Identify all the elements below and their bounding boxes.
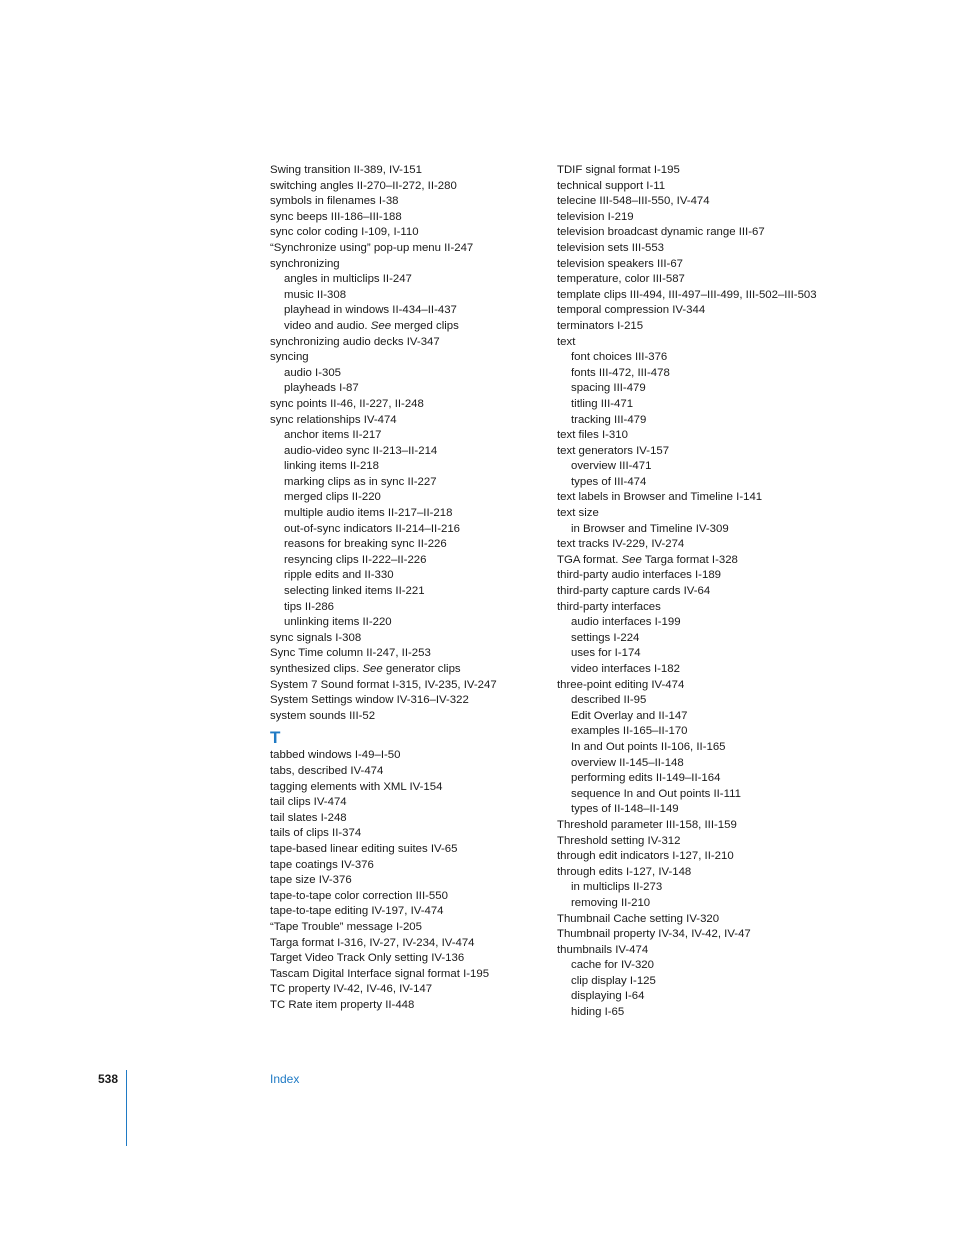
index-subentry: reasons for breaking sync II-226 [284,538,447,551]
index-entry: text files I-310 [557,429,628,442]
index-entry: sync color coding I-109, I-110 [270,226,419,239]
index-entry: tail clips IV-474 [270,796,347,809]
index-entry: Thumbnail property IV-34, IV-42, IV-47 [557,928,751,941]
index-entry: Threshold parameter III-158, III-159 [557,818,737,831]
index-entry [270,662,540,678]
index-column-left [270,163,540,1013]
see-reference: See [621,553,642,566]
index-entry: Sync Time column II-247, II-253 [270,647,431,660]
entry-text: synthesized clips. [270,663,363,675]
index-subentry: displaying I-64 [571,990,645,1003]
index-entry: symbols in filenames I-38 [270,195,399,208]
index-subentry: playheads I-87 [284,382,359,395]
index-subentry: music II-308 [284,288,347,301]
entry-text: TGA format. [557,553,622,566]
see-reference: See [370,319,392,332]
entry-text: Targa format I-328 [641,553,738,566]
index-entry: third-party interfaces [557,600,661,613]
index-subentry: audio I-305 [284,366,341,379]
index-entry: tabbed windows I-49–I-50 [270,749,401,762]
index-subentry: Edit Overlay and II-147 [571,709,688,722]
index-entry: text [557,335,576,348]
index-subentry: ripple edits and II-330 [284,569,394,582]
index-entry: terminators I-215 [557,319,644,332]
index-subentry: tracking III-479 [571,413,647,426]
index-subentry: out-of-sync indicators II-214–II-216 [284,522,461,535]
index-entry: tagging elements with XML IV-154 [270,780,443,793]
index-entry: tape-to-tape color correction III-550 [270,889,448,902]
index-subentry: in Browser and Timeline IV-309 [571,522,729,535]
index-entry: synchronizing audio decks IV-347 [270,335,440,348]
index-subentry: font choices III-376 [571,351,668,364]
index-entry: sync beeps III-186–III-188 [270,210,402,223]
index-entry: technical support I-11 [557,179,666,192]
index-entry: through edit indicators I-127, II-210 [557,850,734,863]
index-entry: text labels in Browser and Timeline I-141 [557,491,763,504]
index-subentry: audio-video sync II-213–II-214 [284,444,438,457]
index-subentry: clip display I-125 [571,974,656,987]
index-subentry: spacing III-479 [571,382,646,395]
page-number: 538 [98,1072,119,1086]
index-entry: tape coatings IV-376 [270,858,374,871]
index-subentry: anchor items II-217 [284,429,382,442]
index-entry: third-party audio interfaces I-189 [557,569,721,582]
index-subentry: video interfaces I-182 [571,663,680,675]
index-entry: television sets III-553 [557,241,664,254]
index-subentry: audio interfaces I-199 [571,616,681,629]
index-entry: “Tape Trouble” message I-205 [270,920,422,933]
index-subentry: tips II-286 [284,600,335,613]
index-subentry: cache for IV-320 [571,959,654,972]
index-subentry: resyncing clips II-222–II-226 [284,553,427,566]
index-entry: System 7 Sound format I-315, IV-235, IV-247 [270,678,497,691]
index-entry: television broadcast dynamic range III-67 [557,226,765,239]
index-entry: tape-to-tape editing IV-197, IV-474 [270,905,444,918]
index-subentry: performing edits II-149–II-164 [571,772,721,785]
index-entry: tail slates I-248 [270,811,347,824]
index-subentry: In and Out points II-106, II-165 [571,740,726,753]
index-entry: TC Rate item property II-448 [270,998,415,1011]
index-entry: text tracks IV-229, IV-274 [557,538,685,551]
index-entry: sync points II-46, II-227, II-248 [270,397,424,410]
index-entry: through edits I-127, IV-148 [557,865,692,878]
index-subentry: marking clips as in sync II-227 [284,475,437,488]
index-subentry: settings I-224 [571,631,640,644]
index-subentry: hiding I-65 [571,1006,625,1019]
index-section-letter: T [270,728,281,748]
index-entry: template clips III-494, III-497–III-499, III-502–III-503 [557,288,817,301]
index-subentry: in multiclips II-273 [571,881,663,894]
index-subentry: playhead in windows II-434–II-437 [284,304,457,317]
index-subentry: overview II-145–II-148 [571,756,684,769]
index-entry: television I-219 [557,210,634,223]
index-entry: thumbnails IV-474 [557,943,649,956]
index-entry: Threshold setting IV-312 [557,834,681,847]
index-subentry: types of III-474 [571,475,647,488]
index-subentry: merged clips II-220 [284,491,381,504]
index-entry: Targa format I-316, IV-27, IV-234, IV-474 [270,936,475,949]
index-entry: TC property IV-42, IV-46, IV-147 [270,983,433,996]
footer-divider [126,1070,127,1146]
index-subentry: described II-95 [571,694,647,707]
index-subentry: types of II-148–II-149 [571,803,679,816]
entry-text: generator clips [382,663,461,675]
index-entry: text size [557,507,599,520]
see-reference: See [362,663,383,675]
index-subentry [270,319,540,335]
index-entry: temperature, color III-587 [557,273,685,286]
index-entry: three-point editing IV-474 [557,678,685,691]
index-entry: system sounds III-52 [270,709,376,722]
index-entry: System Settings window IV-316–IV-322 [270,694,469,707]
index-subentry: unlinking items II-220 [284,616,392,629]
index-entry: Thumbnail Cache setting IV-320 [557,912,720,925]
index-entry: tape size IV-376 [270,874,352,887]
index-entry: synchronizing [270,257,340,270]
index-subentry: selecting linked items II-221 [284,585,425,598]
index-subentry: angles in multiclips II-247 [284,273,412,286]
index-subentry: overview III-471 [571,460,652,473]
index-entry: TDIF signal format I-195 [557,164,680,176]
index-entry: Swing transition II-389, IV-151 [270,164,422,176]
index-entry: tails of clips II-374 [270,827,362,840]
index-entry [557,553,857,569]
entry-text: merged clips [391,319,459,332]
index-entry: sync relationships IV-474 [270,413,397,426]
index-subentry: sequence In and Out points II-111 [571,787,741,800]
index-column-right [557,163,857,1021]
index-subentry: multiple audio items II-217–II-218 [284,507,453,520]
index-entry: third-party capture cards IV-64 [557,585,711,598]
index-entry: syncing [270,351,309,364]
index-subentry: uses for I-174 [571,647,641,660]
index-subentry: removing II-210 [571,896,651,909]
index-entry: “Synchronize using” pop-up menu II-247 [270,241,474,254]
index-subentry: linking items II-218 [284,460,379,473]
index-entry: Target Video Track Only setting IV-136 [270,952,465,965]
index-entry: switching angles II-270–II-272, II-280 [270,179,457,192]
index-entry: television speakers III-67 [557,257,683,270]
index-subentry: examples II-165–II-170 [571,725,688,738]
index-entry: Tascam Digital Interface signal format I-195 [270,967,490,980]
entry-text: video and audio. [284,319,371,332]
index-entry: sync signals I-308 [270,631,362,644]
index-entry: telecine III-548–III-550, IV-474 [557,195,710,208]
index-subentry: fonts III-472, III-478 [571,366,670,379]
index-entry: text generators IV-157 [557,444,670,457]
index-subentry: titling III-471 [571,397,634,410]
index-entry: temporal compression IV-344 [557,304,706,317]
footer-section-label: Index [270,1072,300,1086]
index-entry: tabs, described IV-474 [270,764,384,777]
index-entry: tape-based linear editing suites IV-65 [270,842,458,855]
